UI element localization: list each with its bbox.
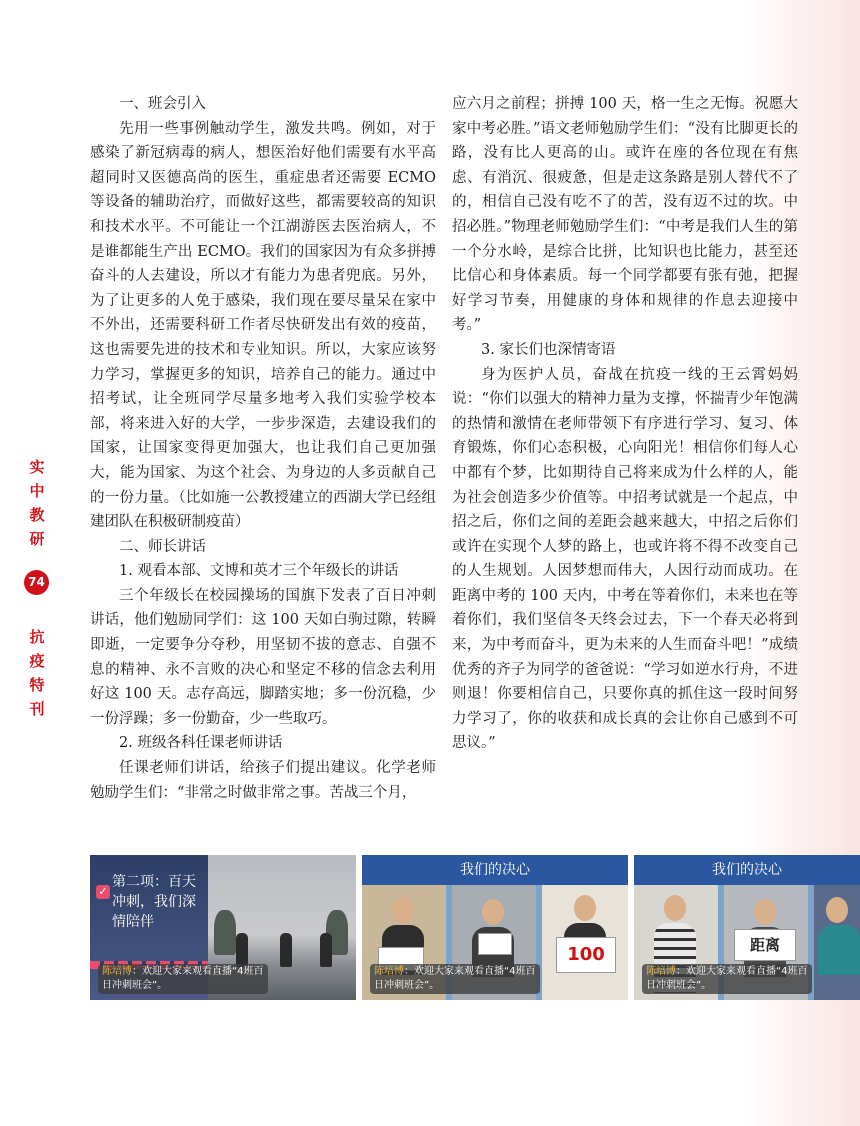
caption-text: ：欢迎大家来观看直播“4班百日冲刺班会”。 [646, 966, 808, 991]
side-char: 实 [29, 458, 45, 476]
photo-student-resolutions [362, 855, 628, 1000]
photo-livestream-ceremony [90, 855, 356, 1000]
side-label-issue [24, 625, 50, 721]
student-face [754, 899, 776, 925]
student-face [574, 895, 596, 921]
check-icon: ✓ [96, 885, 110, 899]
photo-student-resolutions-2 [634, 855, 860, 1000]
slide-title: 第二项：百天冲刺，我们深情陪伴 [112, 874, 196, 930]
article-column-right [452, 92, 798, 756]
side-char: 特 [29, 676, 45, 694]
paragraph: 身为医护人员，奋战在抗疫一线的王云霄妈妈说：“你们以强大的精神力量为支撑，怀揣青少年饱满的热情和激情在老师带领下有序进行学习、复习、体育锻炼，你们心态积极，心向阳光！相信你们每人心中都有个梦，比如期待自己将来成为什么样的人，能为社会创造多少价值等。中招考试就是一个起点，中招之后，你们之间的差距会越来越大，中招之后你们或许在实现个人梦的路上，也或许将不得不改变自己的人生规划。人因梦想而伟大，人因行动而成功。在距离中考的 100 天内，中考在等着你们，未来也在等着你们，我们坚信冬天终会过去，下一个春天必将到来，为中考而奋斗，更为未来的人生而奋斗吧！”成绩优秀的齐子为同学的爸爸说：“学习如逆水行舟，不进则退！你要相信自己，只要你真的抓住这一段时间努力学习了，你的收获和成长真的会让你自己感到不可思议。” [452, 366, 798, 752]
side-char: 研 [29, 530, 45, 548]
student-face [482, 899, 504, 925]
subsection-heading: 3. 家长们也深情寄语 [481, 341, 616, 358]
chat-caption [370, 964, 540, 994]
student-tile [542, 885, 628, 1000]
side-char: 中 [29, 482, 45, 500]
caption-name: 陈培博 [646, 966, 676, 977]
speaker-figure [236, 933, 248, 967]
page-number: 74 [24, 570, 49, 595]
caption-name: 陈培博 [374, 966, 404, 977]
tree [214, 910, 236, 955]
section-heading: 二、师长讲话 [119, 538, 206, 555]
resolution-sign [478, 933, 512, 955]
subsection-heading: 1. 观看本部、文博和英才三个年级长的讲话 [119, 563, 399, 580]
student-face [826, 897, 848, 923]
paragraph-continued: 应六月之前程；拼搏 100 天，格一生之无悔。祝愿大家中考必胜。”语文老师勉励学生们：“没有比脚更长的路，没有比人更高的山。或许在座的各位现在有焦虑、有消沉、很疲惫，但是走这条路是别人替代不了的，相信自己没有吃不了的苦，没有迈不过的坎。中招必胜。”物理老师勉励学生们：“中考是我们人生的第一个分水岭，是综合比拼，比知识也比能力，甚至还比信心和身体素质。每一个同学都要有张有弛，把握好学习节奏，用健康的身体和规律的作息去迎接中考。” [452, 96, 798, 334]
side-char: 疫 [29, 652, 45, 670]
student-face [664, 895, 686, 921]
chat-caption [642, 964, 812, 994]
side-char: 抗 [29, 628, 45, 646]
paragraph: 先用一些事例触动学生，激发共鸣。例如，对于感染了新冠病毒的病人，想医治好他们需要有水平高超同时又医德高尚的医生，重症患者还需要 ECMO 等设备的辅助治疗，而做好这些，都需要较高的知识和技术水平。不可能让一个江湖游医去医治病人，不是谁都能生产出 ECMO。我们的国家因为有众多拼搏奋斗的人去建设，所以才有能力为患者兜底。另外，为了让更多的人免于感染，我们现在要尽量呆在家中不外出，还需要科研工作者尽快研发出有效的疫苗，这也需要先进的技术和专业知识。所以，大家应该努力学习，掌握更多的知识，培养自己的能力。通过中招考试，让全班同学尽量多地考入我们实验学校本部，将来进入好的大学，一步步深造，去建设我们的国家，让国家变得更加强大，也让我们自己更加强大，能为国家、为这个社会、为身边的人多贡献自己的一份力量。（比如施一公教授建立的西湖大学已经组建团队在积极研制疫苗） [90, 120, 436, 531]
subsection-heading: 2. 班级各科任课老师讲话 [119, 735, 283, 752]
side-char: 教 [29, 506, 45, 524]
student-tile [814, 885, 860, 1000]
speaker-figure [320, 933, 332, 967]
side-label-section [24, 455, 50, 551]
student-body [818, 925, 860, 975]
banner-title: 我们的决心 [634, 855, 860, 885]
chat-caption [98, 964, 268, 994]
caption-text: ：欢迎大家来观看直播“4班百日冲刺班会”。 [102, 966, 264, 991]
student-face [392, 897, 414, 923]
section-heading: 一、班会引入 [119, 96, 206, 112]
article-column-left [90, 92, 436, 805]
side-char: 刊 [29, 700, 45, 718]
speaker-figure [280, 933, 292, 967]
paragraph: 三个年级长在校园操场的国旗下发表了百日冲刺讲话，他们勉励同学们：这 100 天如白驹过隙，转瞬即逝，一定要争分夺秒，用坚韧不拔的意志、自强不息的精神、永不言败的决心和坚定不移的信念去利用好这 100 天。志存高远，脚踏实地；多一份沉稳，少一份浮躁；多一份勤奋，少一些取巧。 [90, 587, 436, 727]
caption-text: ：欢迎大家来观看直播“4班百日冲刺班会”。 [374, 966, 536, 991]
paragraph: 任课老师们讲话，给孩子们提出建议。化学老师勉励学生们：“非常之时做非常之事。苦战三个月， [90, 760, 436, 801]
caption-name: 陈培博 [102, 966, 132, 977]
countdown-sign: 距离 [734, 929, 796, 961]
countdown-sign: 100 [556, 937, 616, 973]
banner-title: 我们的决心 [362, 855, 628, 885]
